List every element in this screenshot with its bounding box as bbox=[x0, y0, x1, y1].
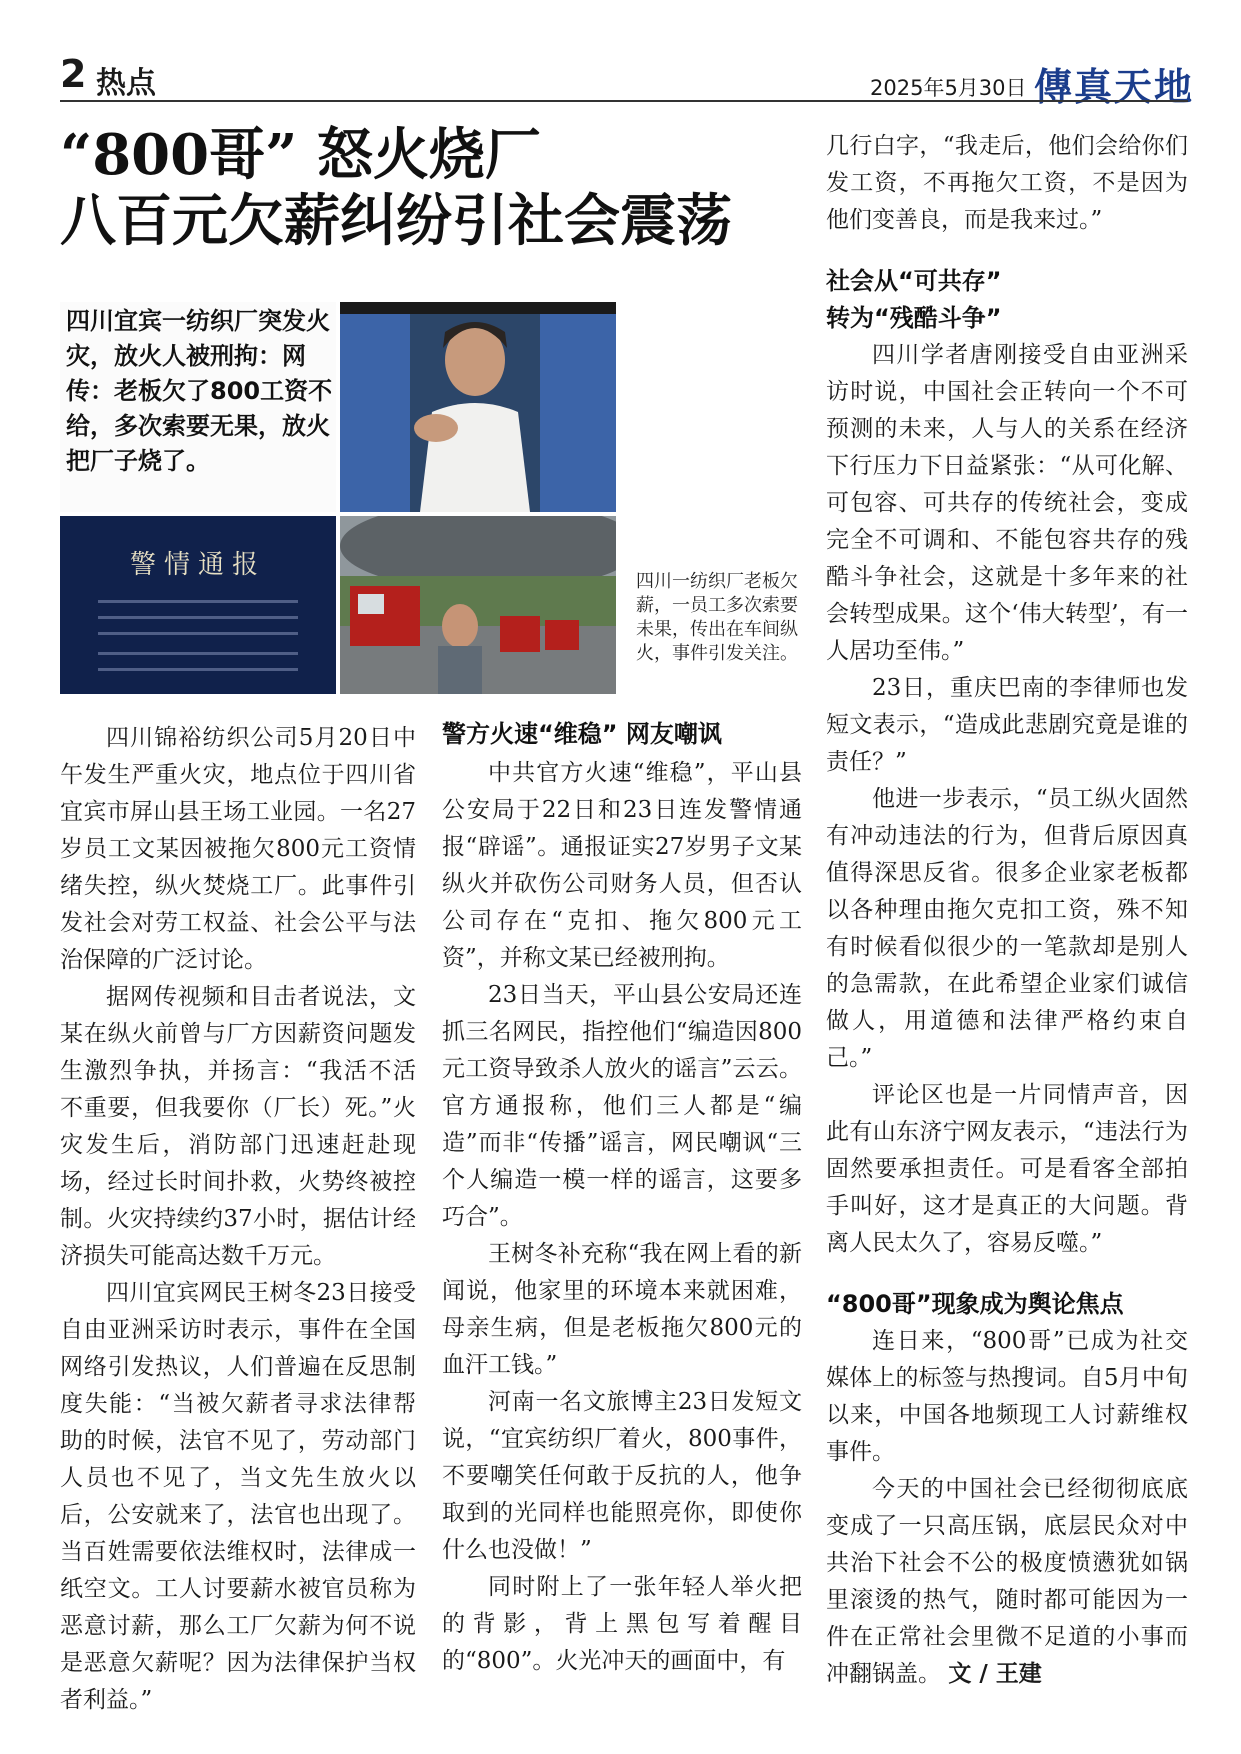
subheading-800-phenomenon: “800哥”现象成为舆论焦点 bbox=[826, 1290, 1124, 1318]
paragraph: 据网传视频和目击者说法，文某在纵火前曾与厂方因薪资问题发生激烈争执，并扬言：“我活不活不重要，但我要你（厂长）死。”火灾发生后，消防部门迅速赶赴现场，经过长时间扑救，火势终被控制。火灾持续约37小时，据估计经济损失可能高达数千万元。 bbox=[60, 984, 416, 1269]
paragraph: 河南一名文旅博主23日发短文说，“宜宾纺织厂着火，800事件，不要嘲笑任何敢于反抗的人，他争取到的光同样也能照亮你，即使你什么也没做！” bbox=[442, 1389, 802, 1563]
paragraph: 23日当天，平山县公安局还连抓三名网民，指控他们“编造因800元工资导致杀人放火的谣言”云云。官方通报称，他们三人都是“编造”而非“传播”谣言，网民嘲讽“三个人编造一模一样的谣言，这要多巧合”。 bbox=[442, 982, 802, 1230]
fire-scene-image bbox=[340, 516, 616, 694]
masthead-logo: 傳真天地 bbox=[1034, 64, 1195, 109]
author-byline: 文 / 王建 bbox=[948, 1661, 1042, 1687]
subheading-police: 警方火速“维稳” 网友嘲讽 bbox=[442, 720, 722, 748]
photo-fire-trucks bbox=[340, 516, 616, 694]
photo-text-overlay bbox=[60, 302, 336, 512]
paragraph: 连日来，“800哥”已成为社交媒体上的标签与热搜词。自5月中旬以来，中国各地频现工人讨薪维权事件。 bbox=[826, 1328, 1188, 1465]
notice-text-line bbox=[98, 668, 298, 671]
notice-text-line bbox=[98, 652, 298, 655]
police-notice-image bbox=[60, 516, 336, 694]
headline-line-1: “800哥” 怒火烧厂 bbox=[60, 122, 541, 188]
photo-collage bbox=[60, 302, 616, 694]
photo-caption: 四川一纺织厂老板欠薪，一员工多次索要未果，传出在车间纵火，事件引发关注。 bbox=[636, 571, 798, 664]
page-number: 2 bbox=[60, 52, 87, 96]
paragraph-continuation: 几行白字，“我走后，他们会给你们发工资，不再拖欠工资，不是因为他们变善良，而是我来过。” bbox=[826, 133, 1188, 233]
issue-date: 2025年5月30日 bbox=[870, 76, 1027, 100]
paragraph: 23日，重庆巴南的李律师也发短文表示，“造成此悲剧究竟是谁的责任？” bbox=[826, 675, 1188, 775]
paragraph: 四川学者唐刚接受自由亚洲采访时说，中国社会正转向一个不可预测的未来，人与人的关系在经济下行压力下日益紧张：“从可化解、可包容、可共存的传统社会，变成完全不可调和、不能包容共存的残酷斗争社会，这就是十多年来的社会转型成果。这个‘伟大转型’，有一人居功至伟。” bbox=[826, 342, 1188, 664]
photo-arrested-man bbox=[340, 302, 616, 512]
headline-line-2: 八百元欠薪纠纷引社会震荡 bbox=[60, 188, 732, 254]
notice-text-line bbox=[98, 632, 298, 635]
photo-overlay-text: 四川宜宾一纺织厂突发火灾，放火人被刑拘：网传：老板欠了800工资不给，多次索要无果，放火把厂子烧了。 bbox=[66, 307, 333, 475]
paragraph: 王树冬补充称“我在网上看的新闻说，他家里的环境本来就困难，母亲生病，但是老板拖欠800元的血汗工钱。” bbox=[442, 1241, 802, 1378]
article-column-3 bbox=[826, 128, 1188, 1693]
subheading-society-line-2: 转为“残酷斗争” bbox=[826, 304, 1002, 332]
notice-text-line bbox=[98, 616, 298, 619]
paragraph: 他进一步表示，“员工纵火固然有冲动违法的行为，但背后原因真值得深思反省。很多企业家老板都以各种理由拖欠克扣工资，殊不知有时候看似很少的一笔款却是别人的急需款，在此希望企业家们诚信做人，用道德和法律严格约束自己。” bbox=[826, 786, 1188, 1071]
police-notice-title: 警情通报 bbox=[129, 550, 266, 580]
paragraph: 四川宜宾网民王树冬23日接受自由亚洲采访时表示，事件在全国网络引发热议，人们普遍在反思制度失能：“当被欠薪者寻求法律帮助的时候，法官不见了，劳动部门人员也不见了，当文先生放火以后，公安就来了，法官也出现了。当百姓需要依法维权时，法律成一纸空文。工人讨要薪水被官员称为恶意讨薪，那么工厂欠薪为何不说是恶意欠薪呢？因为法律保护当权者利益。” bbox=[60, 1280, 416, 1713]
article-column-1 bbox=[60, 720, 416, 1719]
paragraph: 同时附上了一张年轻人举火把的背影，背上黑包写着醒目的“800”。火光冲天的画面中，有 bbox=[442, 1574, 802, 1674]
paragraph: 评论区也是一片同情声音，因此有山东济宁网友表示，“违法行为固然要承担责任。可是看客全部拍手叫好，这才是真正的大问题。背离人民太久了，容易反噬。” bbox=[826, 1082, 1188, 1256]
paragraph bbox=[826, 1471, 1188, 1693]
paragraph: 中共官方火速“维稳”，平山县公安局于22日和23日连发警情通报“辟谣”。通报证实27岁男子文某纵火并砍伤公司财务人员，但否认公司存在“克扣、拖欠800元工资”，并称文某已经被刑拘。 bbox=[442, 760, 802, 971]
photo-arrested-man-image bbox=[340, 302, 616, 512]
subheading-society-line-1: 社会从“可共存” bbox=[826, 267, 1002, 295]
paragraph-text: 今天的中国社会已经彻彻底底变成了一只高压锅，底层民众对中共治下社会不公的极度愤懑犹如锅里滚烫的热气，随时都可能因为一件在正常社会里微不足道的小事而冲翻锅盖。 bbox=[826, 1476, 1188, 1687]
section-name: 热点 bbox=[96, 66, 156, 101]
header-divider bbox=[60, 100, 1188, 102]
article-column-2 bbox=[442, 720, 802, 1680]
paragraph: 四川锦裕纺织公司5月20日中午发生严重火灾，地点位于四川省宜宾市屏山县王场工业园。一名27岁员工文某因被拖欠800元工资情绪失控，纵火焚烧工厂。此事件引发社会对劳工权益、社会公平与法治保障的广泛讨论。 bbox=[60, 725, 416, 973]
notice-text-line bbox=[98, 600, 298, 603]
